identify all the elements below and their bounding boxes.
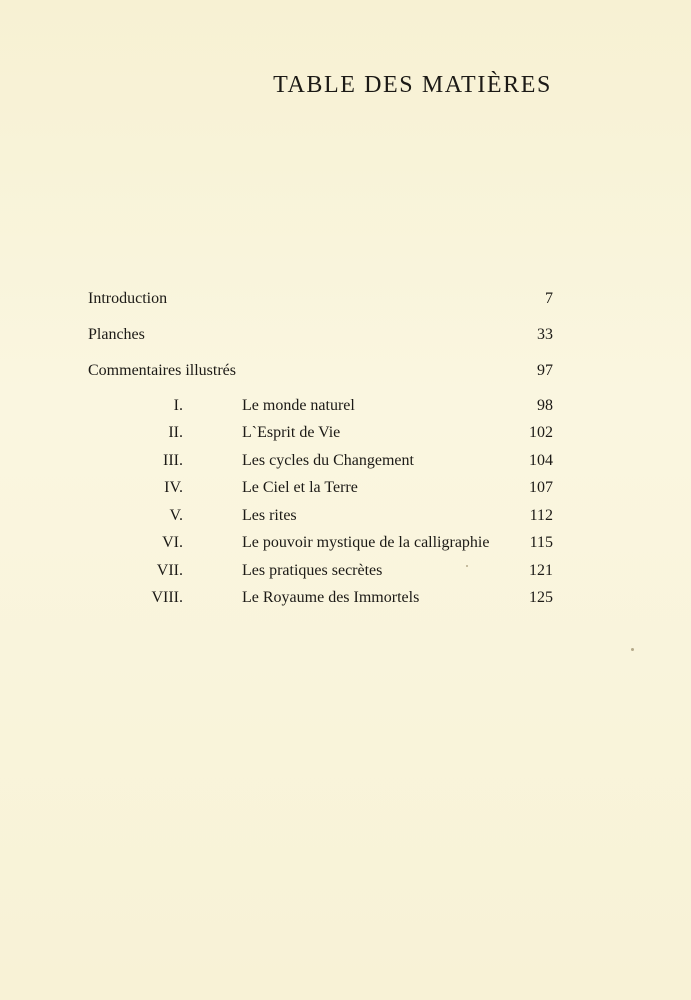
entry-page-number: 7 [545,290,553,307]
toc-main-entry [88,326,553,348]
chapter-numeral: II. [168,424,183,441]
toc-chapter-entry [150,424,553,446]
entry-page-number: 33 [537,326,553,343]
toc-chapter-entry [150,397,553,419]
toc-chapter-entry [150,507,553,529]
entry-label: Planches [88,326,145,343]
chapter-label: Les cycles du Changement [242,452,414,469]
chapter-numeral: III. [163,452,183,469]
chapter-label: Le monde naturel [242,397,355,414]
chapter-page-number: 104 [529,452,553,469]
chapter-label: Le pouvoir mystique de la calligraphie [242,534,490,551]
paper-speck [631,648,634,651]
chapter-numeral: IV. [164,479,183,496]
entry-label: Commentaires illustrés [88,362,236,379]
toc-main-entry [88,290,553,312]
chapter-label: Les pratiques secrètes [242,562,383,579]
chapter-page-number: 112 [529,507,553,524]
paper-speck [466,565,468,567]
chapter-page-number: 107 [529,479,553,496]
chapter-numeral: VII. [156,562,183,579]
chapter-numeral: VIII. [151,589,183,606]
entry-page-number: 97 [537,362,553,379]
chapter-numeral: VI. [162,534,183,551]
chapter-numeral: I. [173,397,183,414]
chapter-label: Les rites [242,507,297,524]
chapter-page-number: 115 [529,534,553,551]
toc-chapter-entry [150,479,553,501]
chapter-label: Le Royaume des Immortels [242,589,420,606]
chapter-page-number: 102 [529,424,553,441]
page-title: TABLE DES MATIÈRES [273,72,552,98]
toc-chapter-entry [150,534,553,556]
entry-label: Introduction [88,290,168,307]
toc-main-entry [88,362,553,384]
chapter-page-number: 98 [537,397,553,414]
toc-chapter-entry [150,452,553,474]
chapter-page-number: 125 [529,589,553,606]
toc-chapter-entry [150,589,553,611]
toc-chapter-entry [150,562,553,584]
chapter-label: L`Esprit de Vie [242,424,341,441]
chapter-label: Le Ciel et la Terre [242,479,358,496]
chapter-page-number: 121 [529,562,553,579]
chapter-numeral: V. [169,507,183,524]
